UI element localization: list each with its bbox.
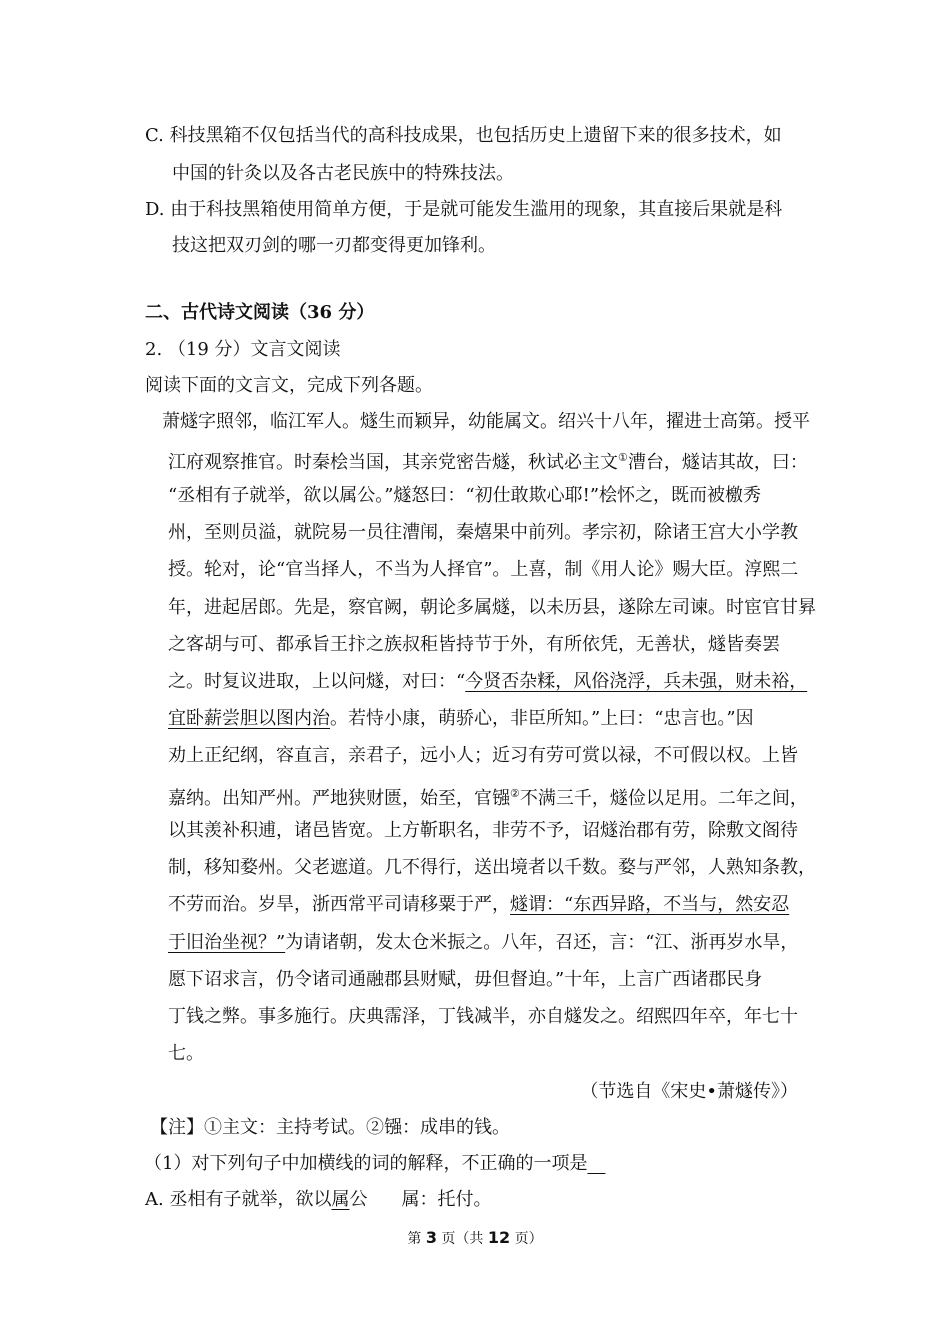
answer-text: A. 丞相有子就举，欲以 [145,1189,332,1210]
passage-line-17: 丁钱之弊。事多施行。庆典霈泽，丁钱减半，亦自燧发之。绍熙四年卒，年七十 [168,1006,798,1027]
passage-line-4: 州，至则员溢，就院易一员往漕闱，秦熺果中前列。孝宗初，除诸王宫大小学教 [168,522,798,543]
passage-text: 为请诸朝，发太仓米振之。八年，召还，言：“江、浙再岁水旱， [285,932,799,953]
question-title: 2. （19 分）文言文阅读 [145,339,341,360]
option-d-line-2: 技这把双刃剑的哪一刃都变得更加锋利。 [172,235,496,256]
underlined-sentence: 今贤否杂糅，风俗浇浮，兵未强，财未裕， [465,671,808,692]
passage-line-9 [168,707,754,731]
footer-text: 页（共 [436,1231,488,1247]
footer-text: 页） [510,1231,543,1247]
passage-line-7: 之客胡与可、都承旨王抃之族叔秬皆持节于外，有所依凭，无善状，燧皆奏罢 [168,634,780,655]
passage-text: 之。时复议进取，上以问燧，对曰：“ [168,671,466,692]
subquestion-1 [144,1152,605,1176]
underlined-word: 属 [331,1189,350,1210]
section-heading: 二、古代诗文阅读（36 分） [145,302,375,323]
passage-source: （节选自《宋史•萧燧传》） [580,1081,798,1102]
page-number: 3 [425,1228,437,1247]
answer-text: 公 [349,1189,368,1210]
footnote-marker: ① [618,451,628,464]
passage-text: 不满三千，燧俭以足用。二年之间， [519,788,808,809]
passage-text: 不劳而治。岁旱，浙西常平司请移粟于严， [168,894,510,915]
underlined-sentence: 燧谓：“东西异路，不当与，然安忍 [510,894,790,915]
subquestion-text: （1）对下列句子中加横线的词的解释，不正确的一项是 [144,1153,588,1174]
passage-text: 。若恃小康，萌骄心，非臣所知。”上曰：“忠言也。”因 [330,708,754,729]
answer-gloss: 属：托付。 [401,1189,492,1210]
passage-line-13: 制，移知婺州。父老遮道。几不得行，送出境者以千数。婺与严邻，人熟知条教， [168,857,816,878]
option-c-line-1: C. 科技黑箱不仅包括当代的高科技成果，也包括历史上遗留下来的很多技术，如 [145,125,782,146]
passage-line-12: 以其羡补积逋，诸邑皆宽。上方靳职名，非劳不予，诏燧治郡有劳，除敷文阁待 [168,820,798,841]
passage-line-2 [168,446,808,475]
answer-blank [587,1153,605,1174]
passage-line-14 [168,893,789,917]
passage-line-16: 愿下诏求言，仍令诸司通融郡县财赋，毋但督迫。”十年，上言广西诸郡民身 [168,969,763,990]
passage-text: 嘉纳。出知严州。严地狭财匮，始至，官镪 [168,788,510,809]
passage-line-10: 劝上正纪纲，容直言，亲君子，远小人；近习有劳可赏以禄，不可假以权。上皆 [168,745,798,766]
answer-option-a [145,1188,491,1212]
passage-line-18: 七。 [168,1043,204,1064]
page-footer [0,1228,950,1249]
question-instruction: 阅读下面的文言文，完成下列各题。 [145,375,433,396]
footnotes: 【注】①主文：主持考试。②镪：成串的钱。 [150,1117,510,1138]
underlined-sentence: 于旧治坐视？” [168,932,286,953]
total-pages: 12 [487,1228,511,1247]
option-c-line-2: 中国的针灸以及各古老民族中的特殊技法。 [172,163,514,184]
passage-text: 漕台，燧诘其故，曰： [627,452,808,473]
passage-line-11 [168,782,808,811]
footer-text: 第 [407,1231,426,1247]
passage-text: 江府观察推官。时秦桧当国，其亲党密告燧，秋试必主文 [168,452,618,473]
passage-line-5: 授。轮对，论“官当择人，不当为人择官”。上喜，制《用人论》赐大臣。淳熙二 [168,559,799,580]
passage-line-6: 年，进起居郎。先是，察官阙，朝论多属燧，以未历县，遂除左司谏。时宦官甘昪 [168,597,816,618]
passage-line-8 [168,670,807,694]
passage-line-1: 萧燧字照邻，临江军人。燧生而颖异，幼能属文。绍兴十八年，擢进士高第。授平 [162,411,810,432]
option-d-line-1: D. 由于科技黑箱使用简单方便，于是就可能发生滥用的现象，其直接后果就是科 [145,199,783,220]
passage-line-15 [168,931,798,955]
passage-line-3: “丞相有子就举，欲以属公。”燧怒曰：“初仕敢欺心耶!”桧怀之，既而被檄秀 [168,485,762,506]
footnote-marker: ② [510,787,520,800]
underlined-sentence: 宜卧薪尝胆以图内治 [168,708,330,729]
